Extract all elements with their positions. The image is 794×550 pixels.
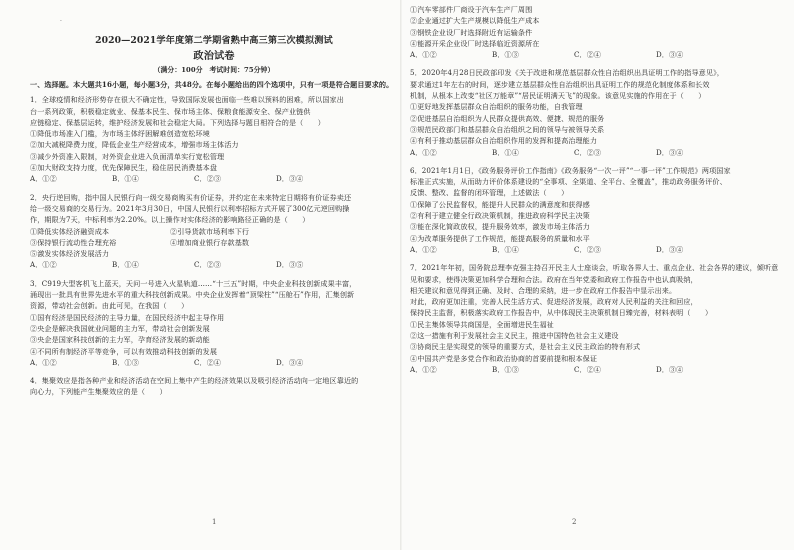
answer-choices xyxy=(410,364,782,375)
answer-choice-a: A．①② xyxy=(410,364,437,374)
answer-choice-b: B．①③ xyxy=(492,50,519,60)
option-statement: ②引导货款市场利率下行 xyxy=(170,226,250,236)
question-4 xyxy=(30,375,398,398)
question-stem-line: 5．2020年4月28日民政部印发《关于改进和规范基层群众性自治组织出具证明工作的指导意见》， xyxy=(410,68,724,78)
answer-choice-b: B．①④ xyxy=(112,174,139,184)
page-2 xyxy=(410,0,782,550)
question-stem-line: 2．央行逆回购，指中国人民银行向一级交易商购买有价证券，并约定在未来特定日期将有价证券卖还 xyxy=(30,192,352,202)
answer-choice-c: C．②③ xyxy=(574,244,602,254)
question-5 xyxy=(410,67,782,157)
question-stem-line: 应链稳定、保基层运转，维护经济发展和社会稳定大局。下列选择与题目相符合的是（ ） xyxy=(30,117,325,127)
option-statement: ①降低市场准入门槛，为市场主体纾困解难创造宽松环境 xyxy=(30,129,210,139)
page-fold xyxy=(400,0,402,550)
answer-choice-c: C．②④ xyxy=(574,364,602,374)
answer-choice-b: B．①④ xyxy=(492,147,519,157)
answer-choices xyxy=(30,357,398,368)
question-stem-line: 7．2021年年初，国务院总理李克强主持召开民主人士座谈会，听取各界人士、重点企业、社会各界的建议，倾听意 xyxy=(410,263,779,273)
question-stem-line: 反馈、整改、监督的闭环管理，上述做法（ ） xyxy=(410,188,569,198)
option-statement: ①汽车零部件厂商设于汽车生产厂周围 xyxy=(410,5,533,14)
question-1 xyxy=(30,94,398,184)
answer-choice-a: A．①② xyxy=(30,357,57,367)
question-stem-line: 要求通过1年左右的时间，逐步建立基层群众性自治组织出具证明工作的规范化制度体系和长效 xyxy=(410,79,710,89)
option-statement: ①保障了公民监督权，能提升人民群众的满意度和获得感 xyxy=(410,199,590,209)
page-number: 2 xyxy=(572,518,577,526)
question-stem-line: 相关建议和意见得到正确、及时、合理的采纳，进一步在政府工作报告中显示出来。 xyxy=(410,285,677,295)
question-6 xyxy=(410,165,782,255)
option-statement: ③协商民主是实现党的领导的重要方式，是社会主义民主政治的特有形式 xyxy=(410,342,641,352)
answer-choice-b: B．①④ xyxy=(492,244,519,254)
answer-choices xyxy=(30,259,398,270)
answer-choice-c: C．②④ xyxy=(574,50,602,60)
question-stem-line: 向心力，下列能产生集聚效应的是（ ） xyxy=(30,387,167,397)
option-statement: ②有利于建立健全行政决策机制，推进政府科学民主决策 xyxy=(410,211,590,221)
option-statement: ②促进基层自治组织为人民群众提供高效、便捷、规范的服务 xyxy=(410,113,605,123)
answer-choice-d: D．③④ xyxy=(656,147,684,157)
scan-mark: · xyxy=(60,18,62,25)
answer-choice-d: D．③④ xyxy=(656,50,684,60)
page-number: 1 xyxy=(212,518,217,526)
question-3 xyxy=(30,278,398,368)
option-statement: ④加大财政支持力度，优先保障民生，稳住居民消费基本盘 xyxy=(30,163,218,173)
option-statement: ②企业通过扩大生产规模以降低生产成本 xyxy=(410,16,540,26)
answer-choice-c: C．②③ xyxy=(194,260,222,270)
option-statement: ①民主集体领导共商国是，全面增进民生福祉 xyxy=(410,319,554,329)
question-stem-line: 标准正式实施，从而助力评价体系建设的“全事项、全渠道、全平台、全覆盖”，推动政务服务评价、 xyxy=(410,177,727,187)
option-row xyxy=(30,226,398,237)
question-stem-line: 机制，从根本上改变“社区万能章”“居民证明满天飞”的现象。该意见实施的作用在于（ ） xyxy=(410,91,706,101)
answer-choice-a: A．①② xyxy=(410,50,437,60)
answer-choice-b: B．①④ xyxy=(112,260,139,270)
answer-choice-c: C．②④ xyxy=(194,357,222,367)
option-statement: ④有利于推动基层群众自治组织作用的发挥和提高治理能力 xyxy=(410,136,598,146)
option-statement: ①国有经济是国民经济的主导力量，在国民经济中起主导作用 xyxy=(30,312,225,322)
answer-choice-a: A．①② xyxy=(410,147,437,157)
option-statement: ④增加商业银行存款基数 xyxy=(170,237,250,247)
answer-choices xyxy=(410,49,782,60)
exam-subject: 政治试卷 xyxy=(193,50,235,62)
question-stem-line: 6．2021年1月1日，《政务服务评价工作指南》《政务服务“一次一评”“一事一评”工作规范》两项国家 xyxy=(410,165,731,175)
answer-choice-d: D．③④ xyxy=(276,174,304,184)
question-stem-line: 见和要求，使得决策更加科学合理和合法。政府在当年党委和政府工作报告中也认真吸纳， xyxy=(410,274,698,284)
option-statement: ③减少外资准入限制，对外资企业进入负面清单实行宽松管理 xyxy=(30,151,225,161)
option-statement: ④不同所有制经济平等竞争，可以有效推动科技创新的发展 xyxy=(30,346,218,356)
option-statement: ⑤激发实体经济发展活力 xyxy=(30,249,110,259)
option-statement: ②这一措施有利于发展社会主义民主，推进中国特色社会主义建设 xyxy=(410,331,619,341)
option-row xyxy=(30,248,398,259)
exam-info: （满分：100分 考试时间：75分钟） xyxy=(153,66,275,74)
option-row xyxy=(30,237,398,248)
answer-choices xyxy=(30,173,398,184)
section-heading: 一、选择题。本大题共16小题，每小题3分，共48分。在每小题给出的四个选项中，只有一项是符合题目要求的。 xyxy=(30,80,394,89)
answer-choice-b: B．①③ xyxy=(112,357,139,367)
answer-choice-a: A．①② xyxy=(410,244,437,254)
option-statement: ②央企是解决我国就业问题的主力军，带动社会创新发展 xyxy=(30,323,210,333)
answer-choice-c: C．②③ xyxy=(194,174,222,184)
answer-choice-a: A．①② xyxy=(30,174,57,184)
question-4-continued xyxy=(410,4,782,60)
question-stem-line: 涌现出一批具有世界先进水平的重大科技创新成果。中央企业发挥着“顶梁柱”“压舱石”作用，汇集创新 xyxy=(30,290,355,300)
option-statement: ②加大减税降费力度，降低企业生产经营成本，增强市场主体活力 xyxy=(30,140,239,150)
question-stem-line: 台一系列政策，积极稳定就业、保基本民生、保市场主体、保粮食能源安全、保产业链供 xyxy=(30,106,311,116)
option-statement: ③保持银行流动性合理充裕 xyxy=(30,237,117,247)
option-statement: ③央企是国家科技创新的主力军，孕育经济发展的新动能 xyxy=(30,335,210,345)
question-stem-line: 资源，带动社会创新。由此可见，在我国（ ） xyxy=(30,301,189,311)
option-statement: ④能源开采企业设厂时选择临近资源所在 xyxy=(410,38,540,48)
question-stem-line: 作，期限为7天，中标利率为2.20%。以上操作对实体经济的影响路径正确的是（ ） xyxy=(30,215,310,225)
question-stem-line: 1．全球疫情和经济形势存在很大不确定性，导致国际发展也面临一些难以预料的困难，所以国家出 xyxy=(30,95,344,105)
exam-title: 2020—2021学年度第二学期省熟中高三第三次模拟测试 xyxy=(95,35,333,46)
answer-choice-d: D．③⑤ xyxy=(276,260,304,270)
question-2 xyxy=(30,192,398,271)
option-statement: ④中国共产党是多党合作和政治协商的首要前提和根本保证 xyxy=(410,353,598,363)
question-stem-line: 给一级交易商的交易行为。2021年3月30日，中国人民银行以利率招标方式开展了300亿元逆回购操 xyxy=(30,203,350,213)
page-1 xyxy=(30,0,398,550)
answer-choices xyxy=(410,147,782,158)
question-stem-line: 4．集聚效应是指各种产业和经济活动在空间上集中产生的经济效果以及吸引经济活动向一定地区靠近的 xyxy=(30,376,359,386)
question-stem-line: 保持民主监督，积极落实政府工作报告中，从中体现民主决策机制日臻完善，材料表明（ ） xyxy=(410,308,713,318)
answer-choice-d: D．③④ xyxy=(276,357,304,367)
option-statement: ④为改革服务提供了工作规范，能提高服务的质量和水平 xyxy=(410,233,590,243)
option-statement: ①降低实体经济融资成本 xyxy=(30,226,110,236)
answer-choice-d: D．③④ xyxy=(656,244,684,254)
answer-choice-b: B．①③ xyxy=(492,364,519,374)
answer-choice-a: A．①② xyxy=(30,260,57,270)
question-7 xyxy=(410,262,782,375)
option-statement: ③钢铁企业设厂时选择附近有运输条件 xyxy=(410,27,533,37)
answer-choice-d: D．③④ xyxy=(656,364,684,374)
option-statement: ③能在深化简政放权，提升服务效率，激发市场主体活力 xyxy=(410,222,590,232)
option-statement: ③规范民政部门和基层群众自治组织之间的领导与被领导关系 xyxy=(410,124,605,134)
option-statement: ①更好地发挥基层群众自治组织的服务功能，自我管理 xyxy=(410,102,583,112)
answer-choice-c: C．②③ xyxy=(574,147,602,157)
answer-choices xyxy=(410,244,782,255)
question-stem-line: 对此，政府更加注重，完善人民生活方式、促进经济发展，政府对人民利益的关注和回应， xyxy=(410,297,698,307)
question-stem-line: 3．C919大型客机飞上蓝天，天问一号进入火星轨道……“十三五”时期，中央企业科技创新成果丰富， xyxy=(30,278,357,288)
